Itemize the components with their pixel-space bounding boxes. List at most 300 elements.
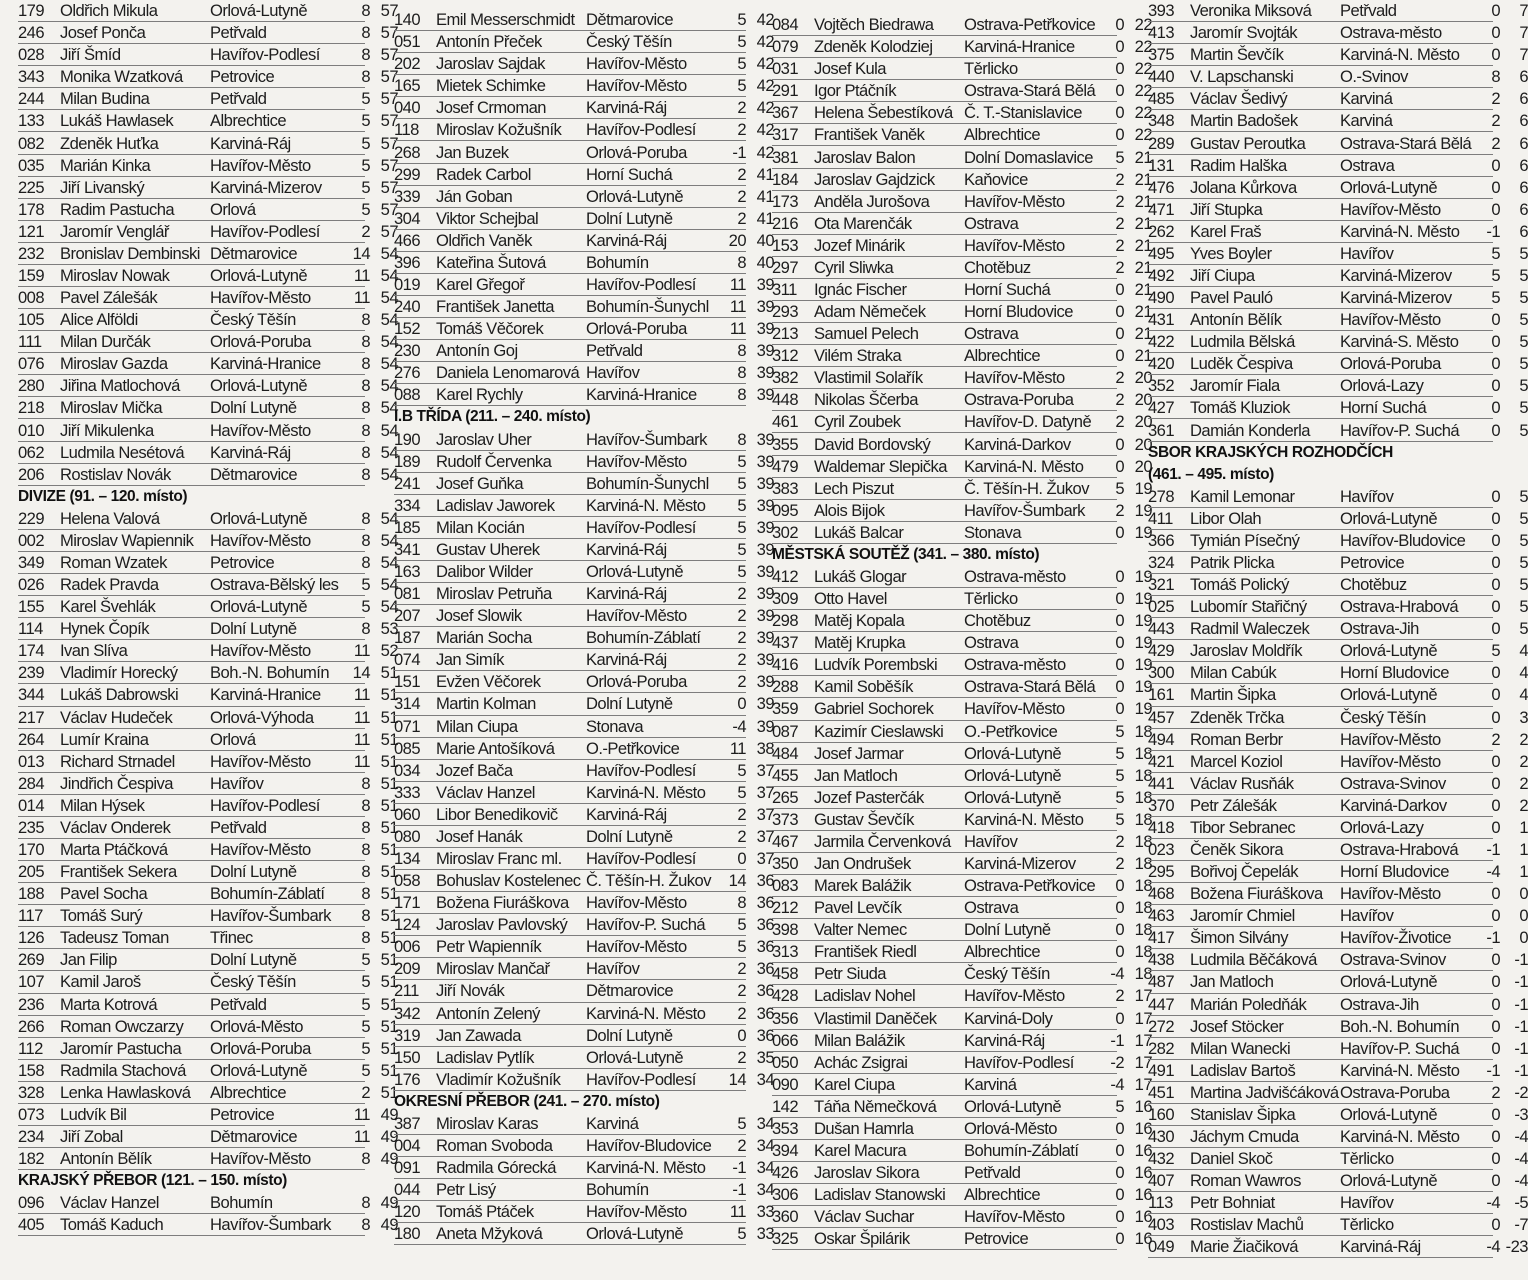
referee-name: Ludmila Běčáková <box>1190 950 1317 970</box>
referee-number: 217 <box>18 707 45 727</box>
total-points: -2 <box>1514 1082 1528 1102</box>
bonus-points: 5 <box>361 994 370 1014</box>
referee-name: Jaroslav Uher <box>436 429 532 449</box>
bonus-points: 11 <box>353 685 370 705</box>
referee-club: Orlová <box>210 199 256 219</box>
referee-name: Josef Kula <box>814 59 886 79</box>
referee-club: Havířov-Město <box>1340 310 1441 330</box>
referee-club: Ostrava-Svinov <box>1340 950 1446 970</box>
table-row <box>394 738 774 760</box>
referee-number: 398 <box>772 920 799 940</box>
referee-number: 010 <box>18 420 45 440</box>
bonus-points: 0 <box>1115 1229 1124 1249</box>
bonus-points: 8 <box>737 429 746 449</box>
bonus-points: 5 <box>361 597 370 617</box>
total-points: 18 <box>1134 721 1152 741</box>
referee-number: 476 <box>1148 177 1175 197</box>
total-points: 5 <box>1519 575 1528 595</box>
referee-name: Roman Wawros <box>1190 1171 1301 1191</box>
referee-club: Havířov-Město <box>210 288 311 308</box>
bonus-points: 5 <box>361 111 370 131</box>
bonus-points: 8 <box>361 773 370 793</box>
table-row <box>772 257 1152 279</box>
referee-club: Karviná-Doly <box>964 1008 1053 1028</box>
referee-number: 225 <box>18 177 45 197</box>
table-row <box>772 919 1152 941</box>
total-points: 16 <box>1134 1185 1152 1205</box>
referee-club: Orlová-Lutyně <box>210 508 308 528</box>
table-row <box>772 831 1152 853</box>
referee-name: Milan Cabúk <box>1190 663 1277 683</box>
table-row <box>772 1030 1152 1052</box>
table-row <box>1148 287 1528 309</box>
table-row <box>772 301 1152 323</box>
bonus-points: 8 <box>361 530 370 550</box>
table-row <box>772 566 1152 588</box>
table-row <box>394 274 774 296</box>
bonus-points: 8 <box>361 840 370 859</box>
referee-name: Josef Hanák <box>436 826 523 846</box>
table-row <box>18 927 398 949</box>
bonus-points: 0 <box>1491 972 1500 992</box>
table-row <box>772 1118 1152 1140</box>
total-points: 39 <box>756 716 774 736</box>
table-row <box>1148 375 1528 397</box>
referee-number: 319 <box>394 1025 421 1045</box>
table-row <box>1148 1104 1528 1126</box>
referee-number: 313 <box>772 942 799 962</box>
bonus-points: 0 <box>1491 1171 1500 1191</box>
bonus-points: 2 <box>1115 986 1124 1006</box>
table-row <box>1148 751 1528 773</box>
referee-club: Ostrava-Petřkovice <box>964 15 1096 35</box>
referee-name: Bohuslav Kostelenec <box>436 871 581 891</box>
total-points: 19 <box>1134 522 1152 542</box>
table-row <box>18 132 398 154</box>
table-row <box>772 411 1152 433</box>
bonus-points: 0 <box>1115 324 1124 344</box>
referee-club: O.-Petřkovice <box>964 721 1058 741</box>
table-row <box>1148 1214 1528 1236</box>
referee-name: Tomáš Polický <box>1190 575 1289 595</box>
referee-club: Třinec <box>210 928 253 948</box>
referee-name: Marek Balážik <box>814 876 912 896</box>
referee-number: 216 <box>772 213 799 233</box>
total-points: 16 <box>1134 1207 1152 1227</box>
referee-name: Helena Valová <box>60 508 160 528</box>
total-points: 20 <box>1134 412 1152 432</box>
table-row <box>394 362 774 384</box>
table-row <box>394 164 774 186</box>
referee-number: 034 <box>394 760 421 780</box>
table-row <box>772 1206 1152 1228</box>
referee-club: Petrovice <box>210 552 275 572</box>
bonus-points: 5 <box>1115 147 1124 167</box>
bonus-points: 0 <box>1491 552 1500 572</box>
referee-name: Marián Socha <box>436 628 532 648</box>
referee-name: Martin Ševčík <box>1190 45 1284 65</box>
referee-club: Ostrava <box>964 898 1019 918</box>
referee-club: Albrechtice <box>964 1185 1041 1205</box>
table-row <box>18 574 398 596</box>
bonus-points: 0 <box>1491 795 1500 815</box>
table-row <box>18 1126 398 1148</box>
referee-club: Havířov-Podlesí <box>210 795 320 815</box>
referee-number: 405 <box>18 1215 45 1235</box>
referee-number: 079 <box>772 37 799 57</box>
total-points: 22 <box>1134 15 1152 35</box>
referee-club: Havířov <box>964 831 1018 851</box>
total-points: 20 <box>1134 390 1152 410</box>
bonus-points: 2 <box>1491 133 1500 153</box>
table-row <box>394 1135 774 1157</box>
referee-number: 268 <box>394 142 421 162</box>
total-points: 34 <box>756 1136 774 1156</box>
table-row <box>394 428 774 450</box>
referee-name: Cyril Sliwka <box>814 257 894 277</box>
bonus-points: 8 <box>361 23 370 43</box>
table-row <box>772 743 1152 765</box>
bonus-points: 8 <box>361 817 370 837</box>
referee-club: Dolní Lutyně <box>210 398 297 418</box>
referee-club: Petřvald <box>210 817 267 837</box>
referee-number: 155 <box>18 597 45 617</box>
referee-number: 091 <box>394 1158 421 1178</box>
referee-club: Ostrava-město <box>1340 23 1442 43</box>
referee-name: Monika Wzatková <box>60 67 183 87</box>
referee-number: 417 <box>1148 928 1175 948</box>
referee-number: 298 <box>772 611 799 631</box>
table-row <box>18 839 398 861</box>
total-points: 37 <box>756 782 774 802</box>
referee-name: Kamil Soběšík <box>814 677 913 697</box>
total-points: 39 <box>756 650 774 670</box>
total-points: 51 <box>380 729 398 749</box>
bonus-points: 8 <box>361 376 370 396</box>
referee-club: Karviná-Ráj <box>586 650 667 670</box>
referee-name: Zdeněk Trčka <box>1190 707 1284 727</box>
bonus-points: 5 <box>1115 743 1124 763</box>
table-row <box>394 870 774 892</box>
referee-number: 173 <box>772 191 799 211</box>
referee-club: Karviná-Ráj <box>586 230 667 250</box>
table-row <box>1148 1016 1528 1038</box>
table-row <box>18 773 398 795</box>
bonus-points: 11 <box>729 1202 746 1222</box>
table-row <box>394 826 774 848</box>
total-points: 51 <box>380 928 398 948</box>
referee-number: 375 <box>1148 45 1175 65</box>
referee-club: Český Těšín <box>210 310 296 330</box>
referee-club: Ostrava-Stará Bělá <box>964 677 1096 697</box>
referee-number: 487 <box>1148 972 1175 992</box>
referee-number: 325 <box>772 1229 799 1249</box>
table-row <box>1148 773 1528 795</box>
referee-name: Jaroslav Balon <box>814 147 916 167</box>
table-row <box>394 119 774 141</box>
referee-name: Václav Rusňák <box>1190 773 1294 793</box>
referee-name: Miroslav Franc ml. <box>436 849 562 868</box>
bonus-points: 5 <box>737 760 746 780</box>
referee-name: Jaromír Chmiel <box>1190 906 1295 926</box>
referee-club: Havířov-Město <box>1340 751 1441 771</box>
table-row <box>1148 817 1528 839</box>
bonus-points: 0 <box>1115 279 1124 299</box>
table-row <box>772 698 1152 720</box>
bonus-points: 0 <box>1491 817 1500 837</box>
total-points: 51 <box>380 862 398 882</box>
table-row <box>772 169 1152 191</box>
table-row <box>772 345 1152 367</box>
referee-number: 134 <box>394 849 421 868</box>
table-row <box>394 31 774 53</box>
results-column-2 <box>394 0 774 1280</box>
total-points: 4 <box>1519 663 1528 683</box>
bonus-points: 5 <box>737 937 746 957</box>
referee-number: 457 <box>1148 707 1175 727</box>
referee-name: Karel Macura <box>814 1141 907 1161</box>
referee-number: 370 <box>1148 795 1175 815</box>
referee-club: Orlová-Lutyně <box>586 561 684 581</box>
referee-club: Dolní Lutyně <box>210 950 297 970</box>
table-row <box>394 296 774 318</box>
referee-club: Karviná-Hranice <box>964 37 1075 57</box>
bonus-points: 5 <box>361 1060 370 1080</box>
referee-number: 105 <box>18 310 45 330</box>
referee-number: 427 <box>1148 398 1175 418</box>
referee-name: Vlastimil Solařík <box>814 368 923 388</box>
total-points: 57 <box>380 111 398 131</box>
referee-number: 071 <box>394 716 421 736</box>
referee-name: Petr Lisý <box>436 1180 496 1200</box>
total-points: 36 <box>756 981 774 1001</box>
bonus-points: 5 <box>361 155 370 175</box>
referee-club: Orlová-Lutyně <box>964 765 1062 785</box>
referee-number: 239 <box>18 663 45 683</box>
referee-club: Ostrava-Poruba <box>1340 1082 1450 1102</box>
referee-name: Ota Marenčák <box>814 213 912 233</box>
table-row <box>394 1003 774 1025</box>
referee-number: 006 <box>394 937 421 957</box>
referee-club: Bohumín-Šunychl <box>586 473 709 493</box>
total-points: 37 <box>756 826 774 846</box>
bonus-points: 0 <box>1491 1215 1500 1235</box>
referee-number: 393 <box>1148 1 1175 21</box>
bonus-points: 5 <box>737 54 746 74</box>
bonus-points: 0 <box>1491 45 1500 65</box>
bonus-points: 2 <box>737 98 746 118</box>
table-row <box>1148 684 1528 706</box>
referee-club: Český Těšín <box>1340 707 1426 727</box>
referee-name: Karel Fraš <box>1190 221 1262 241</box>
table-row <box>1148 1060 1528 1082</box>
referee-name: Ludvík Porembski <box>814 655 938 675</box>
table-row <box>394 53 774 75</box>
section-heading: KRAJSKÝ PŘEBOR (121. – 150. místo) <box>18 1172 287 1190</box>
referee-number: 035 <box>18 155 45 175</box>
referee-number: 074 <box>394 650 421 670</box>
total-points: -1 <box>1514 1038 1528 1058</box>
bonus-points: 14 <box>728 871 746 891</box>
table-row <box>1148 1038 1528 1060</box>
total-points: 5 <box>1519 486 1528 506</box>
bonus-points: 5 <box>361 950 370 970</box>
referee-number: 083 <box>772 876 799 896</box>
total-points: 19 <box>1134 589 1152 609</box>
total-points: 19 <box>1134 699 1152 719</box>
referee-name: Jaromír Venglář <box>60 221 169 241</box>
referee-number: 356 <box>772 1008 799 1028</box>
referee-number: 051 <box>394 32 421 52</box>
referee-number: 421 <box>1148 751 1175 771</box>
total-points: -3 <box>1514 1104 1528 1124</box>
referee-name: Tomáš Ptáček <box>436 1202 534 1222</box>
referee-number: 002 <box>18 530 45 550</box>
table-row <box>1148 88 1528 110</box>
referee-club: Dětmarovice <box>586 10 674 30</box>
table-row <box>1148 331 1528 353</box>
table-row <box>18 817 398 839</box>
referee-number: 387 <box>394 1113 421 1133</box>
total-points: 17 <box>1134 1030 1152 1050</box>
referee-name: Kateřina Šutová <box>436 252 546 272</box>
table-row <box>1148 662 1528 684</box>
table-row <box>1148 707 1528 729</box>
total-points: 19 <box>1134 566 1152 586</box>
total-points: 21 <box>1134 324 1152 344</box>
referee-club: Havířov <box>1340 486 1394 506</box>
referee-number: 174 <box>18 641 45 661</box>
total-points: 57 <box>380 89 398 109</box>
bonus-points: 11 <box>729 738 746 758</box>
table-row <box>18 419 398 441</box>
referee-number: 114 <box>18 619 43 639</box>
total-points: 36 <box>756 1003 774 1023</box>
table-row <box>394 848 774 870</box>
referee-number: 288 <box>772 677 799 697</box>
referee-club: Dolní Domaslavice <box>964 147 1093 167</box>
total-points: 51 <box>380 1082 398 1102</box>
referee-name: Tymián Písečný <box>1190 530 1300 550</box>
table-row <box>394 517 774 539</box>
referee-name: Daniela Lenomarová <box>436 363 580 383</box>
referee-club: Karviná-Mizerov <box>1340 265 1452 285</box>
referee-name: Jan Buzek <box>436 142 509 162</box>
bonus-points: 2 <box>737 584 746 604</box>
bonus-points: 2 <box>1491 1082 1500 1102</box>
total-points: 0 <box>1519 884 1528 904</box>
referee-number: 244 <box>18 89 45 109</box>
total-points: 54 <box>380 288 398 308</box>
referee-name: David Bordovský <box>814 434 931 454</box>
table-row <box>1148 155 1528 177</box>
referee-number: 205 <box>18 862 45 882</box>
total-points: 6 <box>1519 89 1528 109</box>
referee-club: Karviná-N. Město <box>586 1003 706 1023</box>
total-points: 22 <box>1134 37 1152 57</box>
referee-number: 111 <box>18 332 42 352</box>
total-points: 5 <box>1519 265 1528 285</box>
referee-number: 344 <box>18 685 45 705</box>
total-points: 5 <box>1519 619 1528 639</box>
referee-name: Jiří Zobal <box>60 1127 123 1147</box>
total-points: 41 <box>756 208 774 228</box>
referee-number: 236 <box>18 994 45 1014</box>
referee-name: Achác Zsigrai <box>814 1052 908 1072</box>
referee-club: Karviná-Ráj <box>586 539 667 559</box>
total-points: 1 <box>1519 840 1528 859</box>
referee-number: 413 <box>1148 23 1175 43</box>
referee-number: 276 <box>394 363 421 383</box>
referee-club: Havířov-D. Datyně <box>964 412 1092 432</box>
total-points: 18 <box>1134 809 1152 829</box>
referee-club: Ostrava <box>1340 155 1395 175</box>
total-points: -23 <box>1505 1237 1528 1257</box>
total-points: 42 <box>756 120 774 140</box>
referee-number: 229 <box>18 508 45 528</box>
referee-number: 004 <box>394 1136 421 1156</box>
referee-name: Radmila Stachová <box>60 1060 186 1080</box>
total-points: 0 <box>1519 928 1528 948</box>
referee-name: Milan Balážik <box>814 1030 905 1050</box>
total-points: 51 <box>380 972 398 992</box>
referee-name: Roman Berbr <box>1190 729 1283 749</box>
total-points: 18 <box>1134 920 1152 940</box>
referee-name: Hynek Čopík <box>60 619 149 639</box>
referee-name: Miroslav Karas <box>436 1113 539 1133</box>
bonus-points: 0 <box>1491 1016 1500 1036</box>
table-row <box>772 1008 1152 1030</box>
results-column-1 <box>18 0 398 1280</box>
referee-club: Ostrava-Jih <box>1340 994 1419 1014</box>
total-points: 20 <box>1134 368 1152 388</box>
bonus-points: 5 <box>1115 721 1124 741</box>
bonus-points: 0 <box>1115 1008 1124 1028</box>
referee-name: Jozef Bača <box>436 760 513 780</box>
referee-name: Milan Budina <box>60 89 150 109</box>
bonus-points: -1 <box>1486 1060 1500 1080</box>
bonus-points: 0 <box>1115 434 1124 454</box>
total-points: -1 <box>1514 994 1528 1014</box>
referee-number: 431 <box>1148 310 1175 330</box>
table-row <box>772 58 1152 80</box>
referee-number: 014 <box>18 795 45 815</box>
bonus-points: 5 <box>1491 641 1500 661</box>
referee-name: Jindřich Čespiva <box>60 773 173 793</box>
referee-club: Horní Suchá <box>1340 398 1427 418</box>
table-row <box>18 1192 398 1214</box>
referee-number: 394 <box>772 1141 799 1161</box>
referee-name: Tibor Sebranec <box>1190 817 1296 837</box>
referee-club: Orlová-Město <box>964 1118 1057 1138</box>
referee-name: Ludmila Bělská <box>1190 332 1295 352</box>
referee-name: Igor Ptáčník <box>814 81 896 101</box>
referee-club: Orlová-Město <box>210 1016 303 1036</box>
total-points: 22 <box>1134 125 1152 145</box>
referee-name: Božena Fiuráškova <box>436 893 569 913</box>
total-points: 16 <box>1134 1163 1152 1183</box>
referee-number: 213 <box>772 324 799 344</box>
referee-name: Jan Matloch <box>814 765 898 785</box>
referee-number: 151 <box>394 672 421 692</box>
table-row <box>18 883 398 905</box>
table-row <box>1148 1082 1528 1104</box>
referee-name: Emil Messerschmidt <box>436 10 575 30</box>
referee-club: Orlová-Lazy <box>1340 817 1424 837</box>
total-points: 41 <box>756 186 774 206</box>
bonus-points: 0 <box>1115 125 1124 145</box>
referee-number: 443 <box>1148 619 1175 639</box>
